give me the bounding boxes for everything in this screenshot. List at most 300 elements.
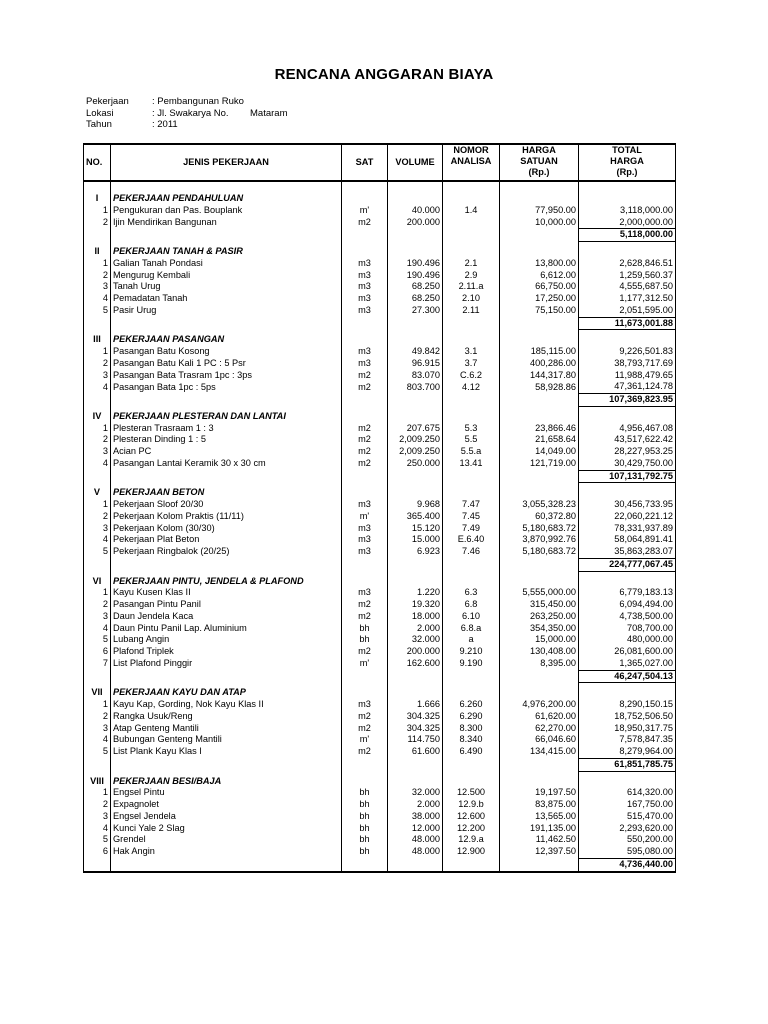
item-number: 4 xyxy=(84,623,111,635)
item-volume: 61.600 xyxy=(388,746,443,758)
section-number: II xyxy=(84,246,111,258)
table-row xyxy=(84,370,676,382)
item-unit: bh xyxy=(342,799,388,811)
item-analisa: 7.46 xyxy=(443,546,500,558)
item-unit: m3 xyxy=(342,281,388,293)
empty-cell xyxy=(500,193,579,205)
item-total: 47,361,124.78 xyxy=(579,381,676,393)
table-row xyxy=(84,811,676,823)
empty-cell xyxy=(342,858,388,871)
item-unit-price: 185,115.00 xyxy=(500,346,579,358)
item-number: 6 xyxy=(84,846,111,858)
empty-cell xyxy=(342,487,388,499)
empty-cell xyxy=(443,558,500,571)
spacer-row xyxy=(84,181,676,193)
item-volume: 48.000 xyxy=(388,846,443,858)
item-analisa xyxy=(443,217,500,229)
section-title: PEKERJAAN KAYU DAN ATAP xyxy=(111,687,342,699)
item-number: 1 xyxy=(84,587,111,599)
item-total: 515,470.00 xyxy=(579,811,676,823)
item-volume: 40.000 xyxy=(388,205,443,217)
item-total: 2,628,846.51 xyxy=(579,258,676,270)
table-row xyxy=(84,281,676,293)
empty-cell xyxy=(388,193,443,205)
item-total: 708,700.00 xyxy=(579,623,676,635)
empty-cell xyxy=(342,670,388,683)
empty-cell xyxy=(342,758,388,771)
empty-cell xyxy=(579,246,676,258)
empty-cell xyxy=(500,858,579,871)
section-header-row xyxy=(84,193,676,205)
item-volume: 304.325 xyxy=(388,723,443,735)
table-row xyxy=(84,711,676,723)
item-name: Kunci Yale 2 Slag xyxy=(111,823,342,835)
item-name: Pasangan Bata 1pc : 5ps xyxy=(111,381,342,393)
item-name: Lubang Angin xyxy=(111,634,342,646)
section-title: PEKERJAAN PASANGAN xyxy=(111,334,342,346)
item-unit-price: 19,197.50 xyxy=(500,787,579,799)
empty-cell xyxy=(388,576,443,588)
item-unit: bh xyxy=(342,823,388,835)
item-volume: 38.000 xyxy=(388,811,443,823)
item-unit: m2 xyxy=(342,458,388,470)
section-number: VII xyxy=(84,687,111,699)
item-analisa: 13.41 xyxy=(443,458,500,470)
section-subtotal: 46,247,504.13 xyxy=(579,670,676,683)
item-unit: m2 xyxy=(342,370,388,382)
item-unit: bh xyxy=(342,846,388,858)
item-number: 4 xyxy=(84,293,111,305)
header-no: NO. xyxy=(84,144,111,181)
item-name: Pasir Urug xyxy=(111,305,342,317)
table-row xyxy=(84,623,676,635)
empty-cell xyxy=(342,470,388,483)
empty-cell xyxy=(579,334,676,346)
table-row xyxy=(84,217,676,229)
table-row xyxy=(84,787,676,799)
spacer-cell xyxy=(342,181,388,193)
item-number: 2 xyxy=(84,217,111,229)
item-analisa: 6.260 xyxy=(443,699,500,711)
item-total: 2,051,595.00 xyxy=(579,305,676,317)
table-row xyxy=(84,358,676,370)
empty-cell xyxy=(579,411,676,423)
item-unit: m' xyxy=(342,511,388,523)
item-unit-price: 61,620.00 xyxy=(500,711,579,723)
item-number: 3 xyxy=(84,723,111,735)
budget-table xyxy=(83,143,676,873)
empty-cell xyxy=(342,229,388,242)
item-volume: 2.000 xyxy=(388,799,443,811)
item-analisa: 5.5.a xyxy=(443,446,500,458)
spacer-cell xyxy=(84,181,111,193)
item-number: 6 xyxy=(84,646,111,658)
item-number: 5 xyxy=(84,305,111,317)
subtotal-row xyxy=(84,758,676,771)
section-subtotal: 11,673,001.88 xyxy=(579,317,676,330)
section-title: PEKERJAAN TANAH & PASIR xyxy=(111,246,342,258)
item-total: 30,456,733.95 xyxy=(579,499,676,511)
table-row xyxy=(84,381,676,393)
table-row xyxy=(84,658,676,670)
item-unit: m2 xyxy=(342,611,388,623)
empty-cell xyxy=(388,394,443,407)
empty-cell xyxy=(443,193,500,205)
item-unit: m' xyxy=(342,658,388,670)
section-number: I xyxy=(84,193,111,205)
item-name: List Plafond Pinggir xyxy=(111,658,342,670)
item-total: 30,429,750.00 xyxy=(579,458,676,470)
item-number: 4 xyxy=(84,534,111,546)
empty-cell xyxy=(342,576,388,588)
item-unit: m3 xyxy=(342,534,388,546)
empty-cell xyxy=(500,576,579,588)
item-volume: 19.320 xyxy=(388,599,443,611)
empty-cell xyxy=(500,670,579,683)
table-row xyxy=(84,270,676,282)
table-row xyxy=(84,423,676,435)
empty-cell xyxy=(111,670,342,683)
item-unit-price: 134,415.00 xyxy=(500,746,579,758)
empty-cell xyxy=(579,193,676,205)
item-analisa: 3.7 xyxy=(443,358,500,370)
item-total: 9,226,501.83 xyxy=(579,346,676,358)
item-unit: bh xyxy=(342,634,388,646)
empty-cell xyxy=(500,317,579,330)
item-unit: m2 xyxy=(342,599,388,611)
spacer-cell xyxy=(443,181,500,193)
item-number: 5 xyxy=(84,634,111,646)
item-unit-price: 263,250.00 xyxy=(500,611,579,623)
empty-cell xyxy=(500,470,579,483)
subtotal-row xyxy=(84,858,676,871)
section-header-row xyxy=(84,487,676,499)
item-unit-price: 191,135.00 xyxy=(500,823,579,835)
spacer-cell xyxy=(500,181,579,193)
item-unit-price: 62,270.00 xyxy=(500,723,579,735)
section-title: PEKERJAAN BETON xyxy=(111,487,342,499)
spacer-cell xyxy=(579,181,676,193)
item-name: Pasangan Lantai Keramik 30 x 30 cm xyxy=(111,458,342,470)
item-total: 38,793,717.69 xyxy=(579,358,676,370)
item-unit-price: 130,408.00 xyxy=(500,646,579,658)
item-total: 2,000,000.00 xyxy=(579,217,676,229)
empty-cell xyxy=(500,776,579,788)
empty-cell xyxy=(500,487,579,499)
section-header-row xyxy=(84,334,676,346)
item-total: 8,279,964.00 xyxy=(579,746,676,758)
section-header-row xyxy=(84,411,676,423)
header-job: JENIS PEKERJAAN xyxy=(111,144,342,181)
item-unit-price: 144,317.80 xyxy=(500,370,579,382)
info-key: Lokasi xyxy=(86,107,114,119)
empty-cell xyxy=(84,758,111,771)
item-analisa: 4.12 xyxy=(443,381,500,393)
item-name: Galian Tanah Pondasi xyxy=(111,258,342,270)
item-unit: m2 xyxy=(342,646,388,658)
table-row xyxy=(84,534,676,546)
item-volume: 18.000 xyxy=(388,611,443,623)
item-total: 595,080.00 xyxy=(579,846,676,858)
item-unit-price: 354,350.00 xyxy=(500,623,579,635)
empty-cell xyxy=(342,193,388,205)
empty-cell xyxy=(579,487,676,499)
item-analisa: 2.10 xyxy=(443,293,500,305)
item-unit-price: 58,928.86 xyxy=(500,381,579,393)
subtotal-row xyxy=(84,670,676,683)
item-analisa: 12.900 xyxy=(443,846,500,858)
item-total: 18,950,317.75 xyxy=(579,723,676,735)
item-volume: 200.000 xyxy=(388,217,443,229)
item-volume: 2,009.250 xyxy=(388,446,443,458)
item-name: Kayu Kap, Gording, Nok Kayu Klas II xyxy=(111,699,342,711)
item-number: 2 xyxy=(84,711,111,723)
item-analisa: 2.11.a xyxy=(443,281,500,293)
item-unit: bh xyxy=(342,787,388,799)
item-unit-price: 13,565.00 xyxy=(500,811,579,823)
item-name: Bubungan Genteng Mantili xyxy=(111,734,342,746)
item-total: 43,517,622.42 xyxy=(579,434,676,446)
item-number: 5 xyxy=(84,546,111,558)
item-unit: m2 xyxy=(342,711,388,723)
item-volume: 250.000 xyxy=(388,458,443,470)
empty-cell xyxy=(443,246,500,258)
empty-cell xyxy=(443,576,500,588)
empty-cell xyxy=(342,394,388,407)
item-name: Ijin Mendirikan Bangunan xyxy=(111,217,342,229)
spacer-cell xyxy=(111,181,342,193)
section-header-row xyxy=(84,576,676,588)
section-title: PEKERJAAN PINTU, JENDELA & PLAFOND xyxy=(111,576,342,588)
info-row-tahun xyxy=(86,119,287,131)
item-name: Pasangan Batu Kosong xyxy=(111,346,342,358)
section-header-row xyxy=(84,246,676,258)
item-unit: bh xyxy=(342,623,388,635)
empty-cell xyxy=(388,411,443,423)
item-name: Plafond Triplek xyxy=(111,646,342,658)
item-number: 1 xyxy=(84,258,111,270)
item-unit-price: 75,150.00 xyxy=(500,305,579,317)
item-unit: m2 xyxy=(342,723,388,735)
subtotal-row xyxy=(84,394,676,407)
item-analisa: 7.49 xyxy=(443,523,500,535)
item-name: Pasangan Pintu Panil xyxy=(111,599,342,611)
item-analisa: 3.1 xyxy=(443,346,500,358)
info-row-lokasi xyxy=(86,108,287,120)
item-unit: m3 xyxy=(342,358,388,370)
item-volume: 2,009.250 xyxy=(388,434,443,446)
page-title: RENCANA ANGGARAN BIAYA xyxy=(274,66,494,83)
item-unit-price: 5,555,000.00 xyxy=(500,587,579,599)
empty-cell xyxy=(111,558,342,571)
item-unit-price: 66,046.60 xyxy=(500,734,579,746)
section-number: III xyxy=(84,334,111,346)
empty-cell xyxy=(388,317,443,330)
empty-cell xyxy=(84,670,111,683)
item-volume: 190.496 xyxy=(388,258,443,270)
item-name: Pemadatan Tanah xyxy=(111,293,342,305)
item-name: Daun Jendela Kaca xyxy=(111,611,342,623)
empty-cell xyxy=(443,229,500,242)
item-number: 1 xyxy=(84,346,111,358)
header-sat: SAT xyxy=(342,144,388,181)
empty-cell xyxy=(443,411,500,423)
item-unit: m' xyxy=(342,205,388,217)
item-volume: 6.923 xyxy=(388,546,443,558)
item-volume: 32.000 xyxy=(388,787,443,799)
item-number: 1 xyxy=(84,423,111,435)
section-number: VIII xyxy=(84,776,111,788)
empty-cell xyxy=(84,470,111,483)
project-info xyxy=(86,96,287,131)
item-unit-price: 8,395.00 xyxy=(500,658,579,670)
item-number: 2 xyxy=(84,511,111,523)
item-unit: m2 xyxy=(342,381,388,393)
item-unit-price: 3,055,328.23 xyxy=(500,499,579,511)
empty-cell xyxy=(342,246,388,258)
item-number: 3 xyxy=(84,611,111,623)
header-harga: HARGA SATUAN (Rp.) xyxy=(500,144,579,181)
item-analisa: 9.190 xyxy=(443,658,500,670)
table-row xyxy=(84,446,676,458)
item-unit: m2 xyxy=(342,423,388,435)
item-number: 3 xyxy=(84,281,111,293)
table-row xyxy=(84,846,676,858)
item-analisa: 6.490 xyxy=(443,746,500,758)
empty-cell xyxy=(443,317,500,330)
subtotal-row xyxy=(84,229,676,242)
item-volume: 15.000 xyxy=(388,534,443,546)
item-volume: 96.915 xyxy=(388,358,443,370)
empty-cell xyxy=(388,670,443,683)
item-name: Rangka Usuk/Reng xyxy=(111,711,342,723)
item-total: 4,738,500.00 xyxy=(579,611,676,623)
item-total: 11,988,479.65 xyxy=(579,370,676,382)
item-analisa: 2.1 xyxy=(443,258,500,270)
empty-cell xyxy=(84,858,111,871)
item-unit: m2 xyxy=(342,434,388,446)
item-name: Pekerjaan Plat Beton xyxy=(111,534,342,546)
table-row xyxy=(84,646,676,658)
item-analisa: 2.9 xyxy=(443,270,500,282)
empty-cell xyxy=(111,229,342,242)
item-name: Pekerjaan Kolom Praktis (11/11) xyxy=(111,511,342,523)
item-unit: m2 xyxy=(342,217,388,229)
section-header-row xyxy=(84,776,676,788)
empty-cell xyxy=(342,317,388,330)
item-total: 1,259,560.37 xyxy=(579,270,676,282)
header-total: TOTAL HARGA (Rp.) xyxy=(579,144,676,181)
empty-cell xyxy=(500,246,579,258)
item-number: 4 xyxy=(84,458,111,470)
table-row xyxy=(84,611,676,623)
item-volume: 32.000 xyxy=(388,634,443,646)
table-row xyxy=(84,499,676,511)
item-total: 58,064,891.41 xyxy=(579,534,676,546)
item-unit: m2 xyxy=(342,746,388,758)
empty-cell xyxy=(342,334,388,346)
item-number: 2 xyxy=(84,434,111,446)
item-total: 480,000.00 xyxy=(579,634,676,646)
empty-cell xyxy=(500,334,579,346)
item-unit-price: 21,658.64 xyxy=(500,434,579,446)
item-name: Expagnolet xyxy=(111,799,342,811)
item-number: 4 xyxy=(84,823,111,835)
empty-cell xyxy=(84,317,111,330)
subtotal-row xyxy=(84,317,676,330)
item-unit-price: 17,250.00 xyxy=(500,293,579,305)
item-unit-price: 60,372.80 xyxy=(500,511,579,523)
item-total: 4,555,687.50 xyxy=(579,281,676,293)
empty-cell xyxy=(388,229,443,242)
section-title: PEKERJAAN PLESTERAN DAN LANTAI xyxy=(111,411,342,423)
item-analisa: 6.3 xyxy=(443,587,500,599)
item-analisa: C.6.2 xyxy=(443,370,500,382)
item-unit: m3 xyxy=(342,499,388,511)
item-unit-price: 14,049.00 xyxy=(500,446,579,458)
item-unit: m3 xyxy=(342,258,388,270)
item-unit: m3 xyxy=(342,546,388,558)
item-analisa: 6.8.a xyxy=(443,623,500,635)
item-analisa: 6.8 xyxy=(443,599,500,611)
item-analisa: 12.200 xyxy=(443,823,500,835)
item-analisa: 8.340 xyxy=(443,734,500,746)
item-total: 26,081,600.00 xyxy=(579,646,676,658)
section-number: IV xyxy=(84,411,111,423)
section-subtotal: 4,736,440.00 xyxy=(579,858,676,871)
item-total: 6,779,183.13 xyxy=(579,587,676,599)
item-number: 1 xyxy=(84,699,111,711)
empty-cell xyxy=(388,470,443,483)
item-unit-price: 15,000.00 xyxy=(500,634,579,646)
table-row xyxy=(84,523,676,535)
item-volume: 68.250 xyxy=(388,293,443,305)
empty-cell xyxy=(342,411,388,423)
item-name: Pasangan Bata Trasram 1pc : 3ps xyxy=(111,370,342,382)
item-analisa: 12.500 xyxy=(443,787,500,799)
item-unit: bh xyxy=(342,811,388,823)
item-volume: 1.666 xyxy=(388,699,443,711)
empty-cell xyxy=(111,317,342,330)
empty-cell xyxy=(500,229,579,242)
table-row xyxy=(84,799,676,811)
item-analisa: 5.3 xyxy=(443,423,500,435)
table-header-row xyxy=(84,144,676,181)
item-number: 3 xyxy=(84,446,111,458)
item-total: 78,331,937.89 xyxy=(579,523,676,535)
table-row xyxy=(84,634,676,646)
table-row xyxy=(84,746,676,758)
item-name: Plesteran Trasraam 1 : 3 xyxy=(111,423,342,435)
item-volume: 27.300 xyxy=(388,305,443,317)
item-name: Kayu Kusen Klas II xyxy=(111,587,342,599)
item-total: 7,578,847.35 xyxy=(579,734,676,746)
item-number: 1 xyxy=(84,205,111,217)
info-value: : Jl. Swakarya No. xyxy=(152,107,229,119)
section-header-row xyxy=(84,687,676,699)
item-unit-price: 13,800.00 xyxy=(500,258,579,270)
item-unit-price: 23,866.46 xyxy=(500,423,579,435)
table-row xyxy=(84,723,676,735)
section-subtotal: 61,851,785.75 xyxy=(579,758,676,771)
item-volume: 190.496 xyxy=(388,270,443,282)
empty-cell xyxy=(84,558,111,571)
item-volume: 1.220 xyxy=(388,587,443,599)
table-row xyxy=(84,293,676,305)
item-unit: bh xyxy=(342,834,388,846)
table-row xyxy=(84,734,676,746)
item-number: 1 xyxy=(84,499,111,511)
